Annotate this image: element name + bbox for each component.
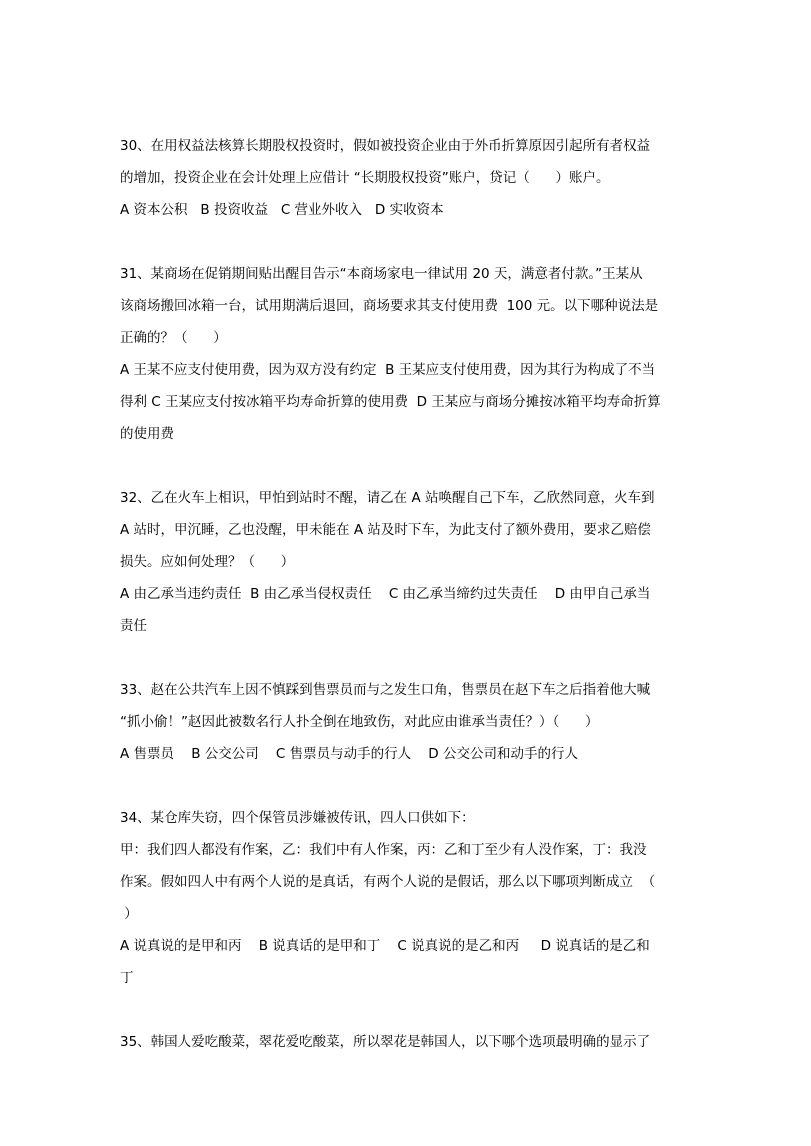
question-31-line: 正确的？（ ） <box>120 330 227 346</box>
question-32-line: A 站时，甲沉睡，乙也没醒，甲未能在 A 站及时下车，为此支付了额外费用，要求乙赔偿 <box>120 522 651 538</box>
question-34-line: ） <box>120 906 138 922</box>
question-32-line: 损失。应如何处理？（ ） <box>120 554 295 570</box>
question-30-line: A 资本公积 B 投资收益 C 营业外收入 D 实收资本 <box>120 202 444 218</box>
question-34-line: 作案。假如四人中有两个人说的是真话，有两个人说的是假话，那么以下哪项判断成立 （ <box>120 874 656 890</box>
question-34-line: A 说真说的是甲和丙 B 说真话的是甲和丁 C 说真说的是乙和丙 D 说真话的是乙和 <box>120 938 650 954</box>
question-34-line: 甲：我们四人都没有作案，乙：我们中有人作案，丙：乙和丁至少有人没作案，丁：我没 <box>120 842 647 858</box>
question-31-line: A 王某不应支付使用费，因为双方没有约定 B 王某应支付使用费，因为其行为构成了不当 <box>120 362 656 378</box>
question-33-line: 33、赵在公共汽车上因不慎踩到售票员而与之发生口角，售票员在赵下车之后指着他大喊 <box>120 682 651 698</box>
question-33-line: A 售票员 B 公交公司 C 售票员与动手的行人 D 公交公司和动手的行人 <box>120 746 578 762</box>
question-32-line: 32、乙在火车上相识，甲怕到站时不醒，请乙在 A 站唤醒自己下车，乙欣然同意，火车到 <box>120 490 655 506</box>
question-35-line: 35、韩国人爱吃酸菜，翠花爱吃酸菜，所以翠花是韩国人，以下哪个选项最明确的显示了 <box>120 1034 651 1050</box>
question-31-line: 31、某商场在促销期间贴出醒目告示“本商场家电一律试用 20 天，满意者付款。”王某从 <box>120 266 643 282</box>
question-30-line: 30、在用权益法核算长期股权投资时，假如被投资企业由于外币折算原因引起所有者权益 <box>120 138 651 154</box>
question-34-line: 丁 <box>120 970 134 986</box>
question-31-line: 的使用费 <box>120 426 174 442</box>
question-32-line: A 由乙承当违约责任 B 由乙承当侵权责任 C 由乙承当缔约过失责任 D 由甲自己承当 <box>120 586 651 602</box>
question-31-line: 该商场搬回冰箱一台，试用期满后退回，商场要求其支付使用费 100 元。以下哪种说法是 <box>120 298 659 314</box>
question-34-line: 34、某仓库失窃，四个保管员涉嫌被传讯，四人口供如下： <box>120 810 475 826</box>
question-32-line: 责任 <box>120 618 147 634</box>
question-33-line: “抓小偷！”赵因此被数名行人扑全倒在地致伤，对此应由谁承当责任？）（ ） <box>120 714 599 730</box>
question-31-line: 得利 C 王某应支付按冰箱平均寿命折算的使用费 D 王某应与商场分摊按冰箱平均寿命折算 <box>120 394 661 410</box>
question-30-line: 的增加，投资企业在会计处理上应借计 “长期股权投资”账户，贷记（ ）账户。 <box>120 170 610 186</box>
